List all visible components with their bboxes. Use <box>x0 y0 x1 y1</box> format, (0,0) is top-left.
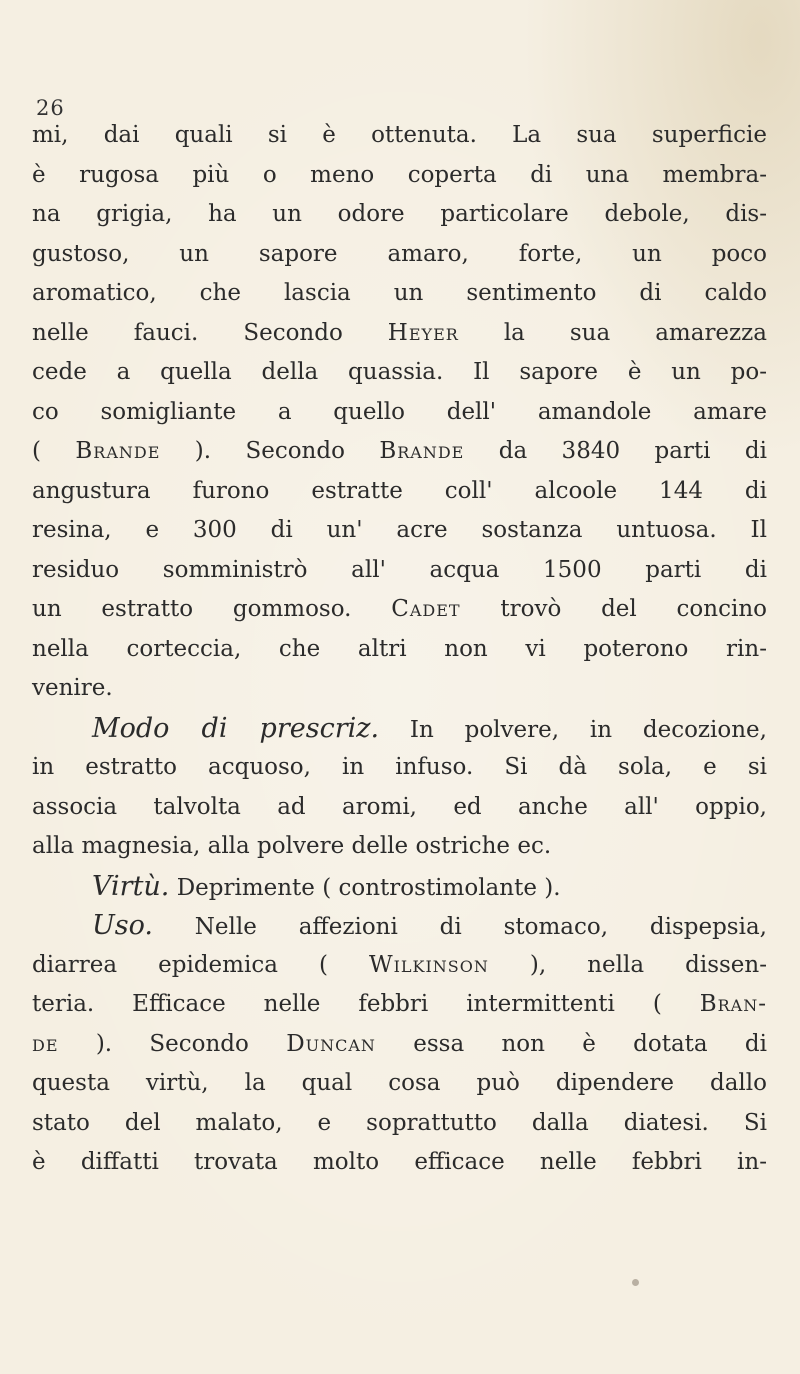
ink-spot <box>632 1279 639 1286</box>
body-text <box>32 116 767 1183</box>
section-heading-line: Modo di prescriz. In polvere, in decozione, <box>92 712 767 744</box>
text-line: nella corteccia, che altri non vi poterono rin- <box>32 635 767 662</box>
text-line: alla magnesia, alla polvere delle ostriche ec. <box>32 833 552 859</box>
author-name: Duncan <box>286 1030 376 1057</box>
text-line: resina, e 300 di un' acre sostanza untuosa. Il <box>32 517 767 543</box>
text-line: cede a quella della quassia. Il sapore è un po- <box>32 359 767 385</box>
text-line: ( Brande ). Secondo Brande da 3840 parti di <box>32 438 767 464</box>
text-line: venire. <box>32 675 113 701</box>
text-line: è diffatti trovata molto efficace nelle febbri in- <box>32 1149 767 1175</box>
text-line: diarrea epidemica ( Wilkinson ), nella dissen- <box>32 951 767 978</box>
author-name: Bran- <box>699 991 767 1017</box>
text-line: questa virtù, la qual cosa può dipendere dallo <box>32 1070 767 1096</box>
text-line: gustoso, un sapore amaro, forte, un poco <box>32 240 767 267</box>
text-line: de ). Secondo Duncan essa non è dotata di <box>32 1030 767 1057</box>
text-line: co somigliante a quello dell' amandole amare <box>32 398 767 425</box>
section-heading: Uso. <box>92 910 153 941</box>
text-line: un estratto gommoso. Cadet trovò del concino <box>32 596 767 622</box>
text-line: stato del malato, e soprattutto dalla diatesi. Si <box>32 1109 767 1136</box>
author-name: Brande <box>75 438 161 464</box>
text-line: è rugosa più o meno coperta di una membra- <box>32 161 767 188</box>
text-line: residuo somministrò all' acqua 1500 parti di <box>32 556 767 583</box>
text-line: angustura furono estratte coll' alcoole 144 di <box>32 477 767 504</box>
author-name: Cadet <box>391 596 461 622</box>
text-line: nelle fauci. Secondo Heyer la sua amarezza <box>32 319 767 346</box>
section-heading-line: Uso. Nelle affezioni di stomaco, dispepsia, <box>92 910 767 941</box>
author-name: Wilkinson <box>368 951 489 978</box>
author-name: de <box>32 1030 59 1057</box>
section-heading-line: Virtù. Deprimente ( controstimolante ). <box>92 870 561 902</box>
author-name: Heyer <box>387 319 459 346</box>
section-heading: Virtù. <box>92 870 170 902</box>
section-heading: Modo di prescriz. <box>92 712 380 744</box>
page-number: 26 <box>36 96 65 120</box>
author-name: Brande <box>379 438 465 464</box>
text-line: teria. Efficace nelle febbri intermittenti ( Bran- <box>32 991 767 1017</box>
text-line: na grigia, ha un odore particolare debole, dis- <box>32 201 767 227</box>
text-line: mi, dai quali si è ottenuta. La sua superficie <box>32 122 767 148</box>
text-line: associa talvolta ad aromi, ed anche all' oppio, <box>32 793 767 820</box>
text-line: in estratto acquoso, in infuso. Si dà sola, e si <box>32 754 767 780</box>
text-line: aromatico, che lascia un sentimento di caldo <box>32 280 767 306</box>
